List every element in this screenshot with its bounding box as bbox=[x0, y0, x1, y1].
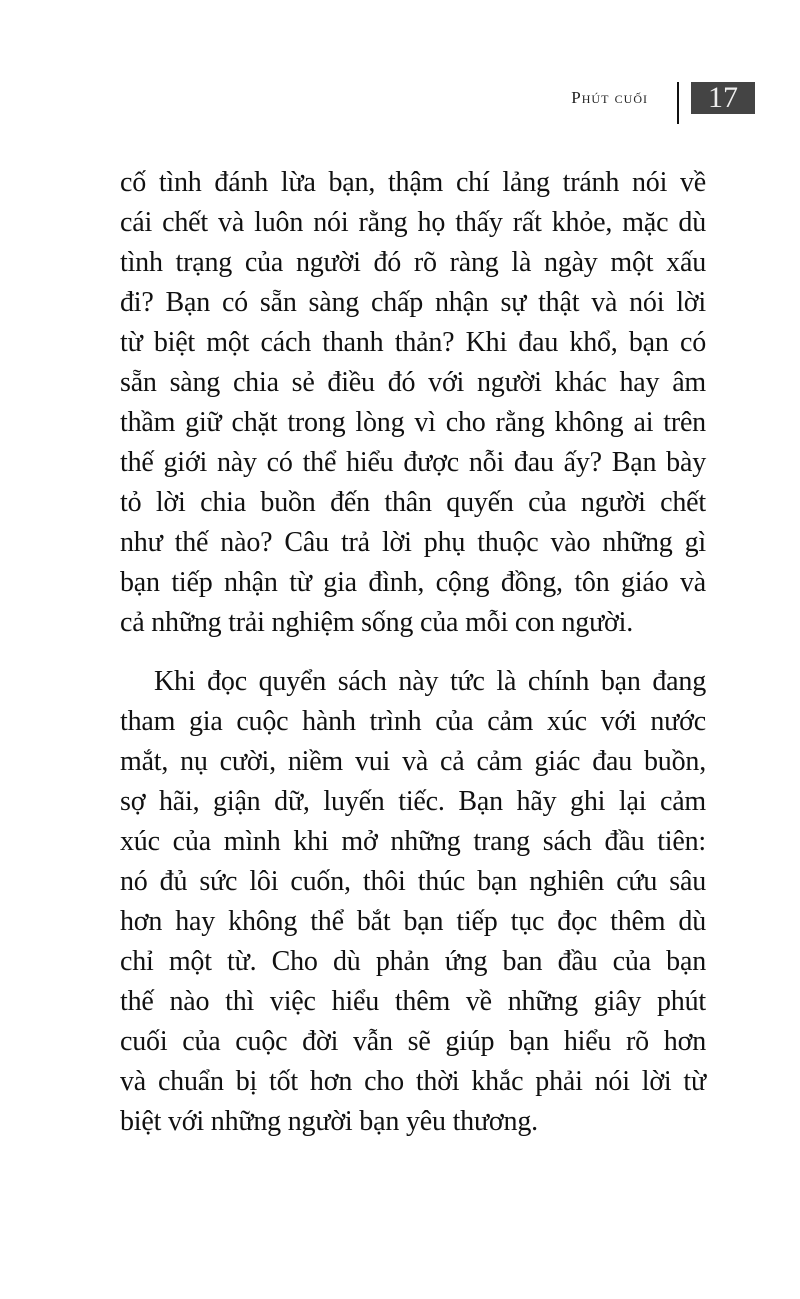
text-line: cái chết và luôn nói rằng họ thấy rất khỏe, mặc dù bbox=[120, 207, 706, 238]
header-divider bbox=[677, 82, 679, 124]
running-title: Phút cuối bbox=[571, 88, 648, 107]
text-line: đi? Bạn có sẵn sàng chấp nhận sự thật và nói lời bbox=[120, 287, 706, 318]
text-line: và chuẩn bị tốt hơn cho thời khắc phải nói lời từ bbox=[120, 1066, 706, 1097]
text-line: bạn tiếp nhận từ gia đình, cộng đồng, tôn giáo và bbox=[120, 567, 706, 598]
text-line: mắt, nụ cười, niềm vui và cả cảm giác đau buồn, bbox=[120, 746, 706, 777]
text-line: tình trạng của người đó rõ ràng là ngày một xấu bbox=[120, 247, 706, 278]
text-line: cuối của cuộc đời vẫn sẽ giúp bạn hiểu rõ hơn bbox=[120, 1026, 706, 1057]
text-line: sợ hãi, giận dữ, luyến tiếc. Bạn hãy ghi lại cảm bbox=[120, 786, 706, 817]
text-line: hơn hay không thể bắt bạn tiếp tục đọc thêm dù bbox=[120, 906, 706, 937]
text-line: tham gia cuộc hành trình của cảm xúc với nước bbox=[120, 706, 706, 737]
text-line: từ biệt một cách thanh thản? Khi đau khổ, bạn có bbox=[120, 327, 706, 358]
text-line: thầm giữ chặt trong lòng vì cho rằng không ai trên bbox=[120, 407, 706, 438]
page-number: 17 bbox=[691, 82, 755, 114]
text-line: sẵn sàng chia sẻ điều đó với người khác hay âm bbox=[120, 367, 706, 398]
text-line: xúc của mình khi mở những trang sách đầu tiên: bbox=[120, 826, 706, 857]
text-line: cả những trải nghiệm sống của mỗi con người. bbox=[120, 607, 634, 638]
text-line: cố tình đánh lừa bạn, thậm chí lảng tránh nói về bbox=[120, 167, 706, 198]
text-line: thế nào thì việc hiểu thêm về những giây phút bbox=[120, 986, 706, 1017]
text-line: như thế nào? Câu trả lời phụ thuộc vào những gì bbox=[120, 527, 706, 558]
text-line: thế giới này có thể hiểu được nỗi đau ấy? Bạn bày bbox=[120, 447, 706, 478]
paragraph-1 bbox=[120, 163, 706, 643]
paragraph-2 bbox=[120, 662, 706, 1142]
text-line: tỏ lời chia buồn đến thân quyến của người chết bbox=[120, 487, 706, 518]
page-header bbox=[0, 80, 800, 124]
text-line: chỉ một từ. Cho dù phản ứng ban đầu của bạn bbox=[120, 946, 706, 977]
text-line: Khi đọc quyển sách này tức là chính bạn đang bbox=[154, 666, 706, 697]
text-line: biệt với những người bạn yêu thương. bbox=[120, 1106, 538, 1137]
text-line: nó đủ sức lôi cuốn, thôi thúc bạn nghiên cứu sâu bbox=[120, 866, 706, 897]
